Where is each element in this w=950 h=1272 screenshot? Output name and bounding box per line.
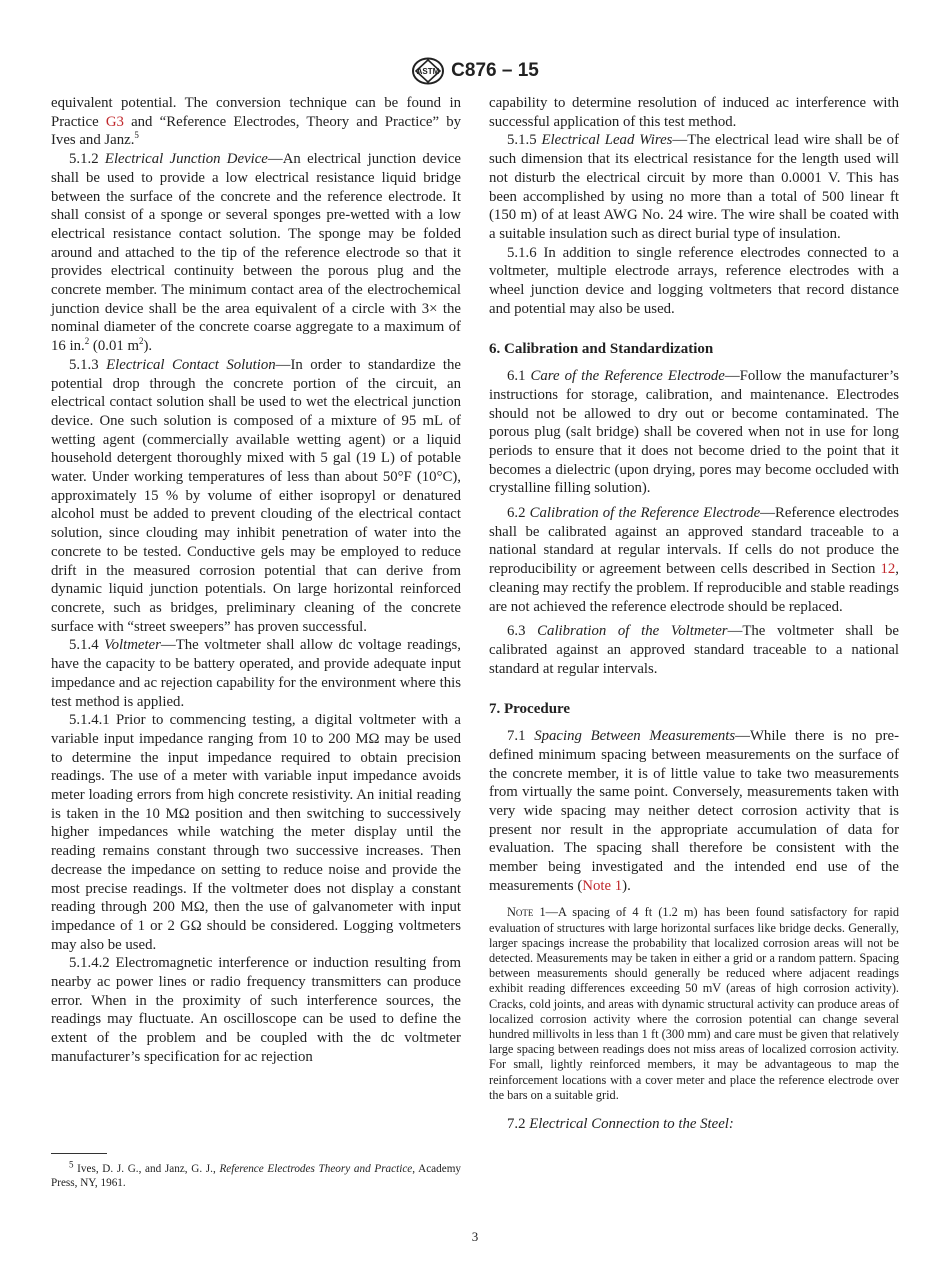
note-1: Note 1—A spacing of 4 ft (1.2 m) has been found satisfactory for rapid evaluation of structures with large horizontal surfaces like bridge decks. Generally, larger spacings increase the probability that localized corrosion areas will not be detected. Measurements may be taken in either a grid or a random pattern. Spacing between measurements should generally be reduced where adjacent readings exhibit reading differences exceeding 50 mV (areas of high corrosion activity). Cracks, cold joints, and areas with dynamic structural activity can produce areas of localized corrosion activity where the corrosion potential can change several hundred millivolts in less than 1 ft (300 mm) and care must be given that relatively large spacing between readings does not miss areas of localized corrosion activity. For small, lightly reinforced members, it may be advantageous to map the reinforcement locations with a cover meter and place the reference electrode over the bars on a suitable grid. bbox=[489, 905, 899, 1102]
paragraph-continued: capability to determine resolution of induced ac interference with successful application of this test method. bbox=[489, 95, 899, 130]
svg-text:ASTM: ASTM bbox=[416, 67, 440, 76]
section-5-1-4: 5.1.4 Voltmeter—The voltmeter shall allow dc voltage readings, have the capacity to be battery operated, and provide adequate input impedance and ac rejection capability for the environment where this test method is applied. bbox=[51, 637, 461, 710]
section-5-1-5: 5.1.5 Electrical Lead Wires—The electrical lead wire shall be of such dimension that its electrical resistance for the length used will not disturb the electrical circuit by more than 0.0001 V. This has been accomplished by using no more than a total of 500 linear ft (150 m) of at least AWG No. 24 wire. The wire shall be coated with a suitable insulation such as direct burial type of insulation. bbox=[489, 132, 899, 242]
section-5-1-4-2: 5.1.4.2 Electromagnetic interference or induction resulting from nearby ac power lines or radio frequency transmitters can produce error. When in the proximity of such interference sources, the readings may fluctuate. An oscilloscope can be used to define the extent of the problem and be coupled with the dc voltmeter manufacturer’s specification for ac rejection bbox=[51, 955, 461, 1065]
designation: C876 – 15 bbox=[451, 60, 539, 81]
section-7-1: 7.1 Spacing Between Measurements—While there is no pre-defined minimum spacing between measurements on the surface of the concrete member, it is of little value to take two measurements from virtually the same point. Conversely, measurements taken with very wide spacing may neither detect corrosion activity that is present nor result in the appropriate accumulation of data for evaluation. The spacing shall therefore be consistent with the member being investigated and the intended end use of the measurements (Note 1). bbox=[489, 728, 899, 894]
section-5-1-3: 5.1.3 Electrical Contact Solution—In order to standardize the potential drop through the concrete portion of the circuit, an electrical contact solution shall be used to wet the electrical junction device. One such solution is composed of a mixture of 95 mL of wetting agent (commercially available wetting agent) or a liquid household detergent thoroughly mixed with 5 gal (19 L) of potable water. Under working temperatures of less than about 50°F (10°C), approximately 15 % by volume of either isopropyl or denatured alcohol must be added to prevent clouding of the electrical contact solution, since clouding may inhibit penetration of water into the concrete to be tested. Conductive gels may be employed to reduce drift in the measured corrosion potential that can derive from dynamic liquid junction potentials. On large horizontal reinforced concrete, such as bridges, preliminary cleaning of the concrete surface with “street sweepers” has proven successful. bbox=[51, 356, 461, 635]
heading-section-6: 6. Calibration and Standardization bbox=[489, 341, 714, 358]
section-5-1-4-1: 5.1.4.1 Prior to commencing testing, a digital voltmeter with a variable input impedance ranging from 10 to 200 MΩ may be used to determine the input impedance required to obtain precision readings. The use of a meter with variable input impedance avoids meter loading errors from high concrete resistivity. An initial reading is taken in the 10 MΩ position and then switching to successively higher impedances while watching the meter display until the reading remains constant through two successive increases. Then decrease the impedance on setting to reduce noise and provide the most precise readings. If the voltmeter does not display a constant reading through 200 MΩ, then the use of galvanometer with input impedance of 1 or 2 GΩ should be considered. Logging voltmeters may also be used. bbox=[51, 712, 461, 953]
heading-section-7: 7. Procedure bbox=[489, 701, 571, 718]
footnote-rule bbox=[51, 1153, 107, 1154]
paragraph-intro: equivalent potential. The conversion technique can be found in Practice G3 and “Reference Electrodes, Theory and Practice” by Ives and Janz.$^5$ bbox=[51, 95, 461, 149]
section-6-3: 6.3 Calibration of the Voltmeter—The voltmeter shall be calibrated against an approved standard traceable to a national standard at regular intervals. bbox=[489, 623, 899, 677]
page-number: 3 bbox=[471, 1229, 479, 1244]
section-7-2: 7.2 Electrical Connection to the Steel: bbox=[507, 1116, 734, 1133]
footnote: $^5$ Ives, D. J. G., and Janz, G. J., Reference Electrodes Theory and Practice, Academy Press, NY, 1961. bbox=[51, 1159, 461, 1189]
page-header bbox=[0, 57, 950, 85]
section-6-2: 6.2 Calibration of the Reference Electrode—Reference electrodes shall be calibrated against an approved standard traceable to a national standard at regular intervals. If cells do not produce the reproducibility or agreement between cells described in Section 12, cleaning may rectify the problem. If reproducible and stable readings are not achieved the reference electrode should be replaced. bbox=[489, 505, 899, 615]
left-column bbox=[51, 94, 461, 1067]
section-6-1: 6.1 Care of the Reference Electrode—Follow the manufacturer’s instructions for storage, calibration, and maintenance. Electrodes should not be allowed to dry out or become contaminated. The porous plug (salt bridge) shall be covered when not in use for long periods to ensure that it does not become dried to the point that it becomes a dielectric (upon drying, pores may become occluded with crystalline filling solution). bbox=[489, 368, 899, 497]
astm-logo-icon bbox=[411, 57, 445, 85]
right-column bbox=[489, 94, 899, 1134]
footnote-ref[interactable]: 5 bbox=[134, 130, 139, 141]
section-5-1-2: 5.1.2 Electrical Junction Device—An electrical junction device shall be used to provide a low electrical resistance liquid bridge between the surface of the concrete and the reference electrode. It shall consist of a sponge or several sponges pre-wetted with a low electrical resistance contact solution. The sponge may be folded around and attached to the tip of the reference electrode so that it provides electrical continuity between the porous plug and the concrete member. The minimum contact area of the electrochemical junction device shall be the area equivalent of a circle with 3× the nominal diameter of the concrete coarse aggregate to a maximum of 16 in.$^2$ (0.01 $m^2$). bbox=[51, 151, 462, 355]
link-note-1[interactable]: Note 1 bbox=[582, 877, 623, 894]
link-g3[interactable]: G3 bbox=[105, 113, 124, 130]
section-5-1-6: 5.1.6 In addition to single reference electrodes connected to a voltmeter, multiple electrode arrays, reference electrodes with a wheel junction device and logging voltmeters that record distance and potential may also be used. bbox=[489, 244, 899, 317]
link-section-12[interactable]: 12 bbox=[880, 561, 896, 578]
